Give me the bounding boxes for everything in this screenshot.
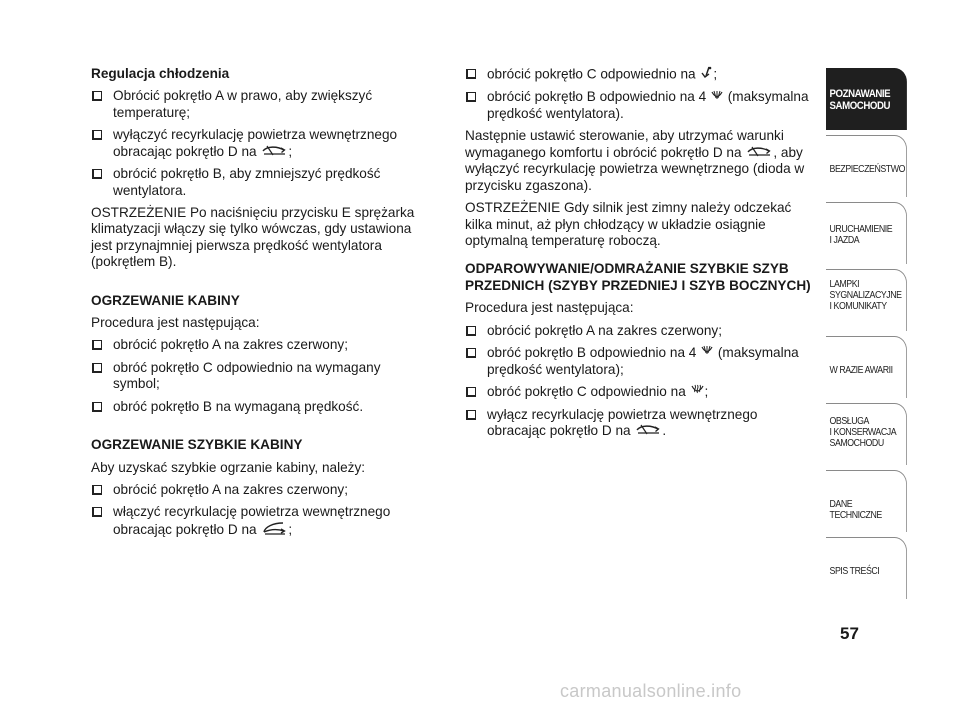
fan-speed-4-icon — [701, 345, 713, 361]
section-heading-quick-heating: OGRZEWANIE SZYBKIE KABINY — [91, 437, 303, 453]
bullet-box-icon — [92, 169, 102, 179]
chapter-sidebar — [826, 68, 918, 604]
page-number: 57 — [840, 624, 859, 643]
section-heading-cooling: Regulacja chłodzenia — [91, 66, 230, 81]
procedure-intro: Procedura jest następująca: — [91, 315, 260, 331]
bullet-box-icon — [92, 507, 102, 517]
bullet-box-icon — [466, 387, 476, 397]
list-item: obrócić pokrętło B odpowiednio na 4 (maksymalna prędkość wentylatora). — [465, 89, 813, 122]
tab-uruchamienie-i-jazda[interactable]: URUCHAMIENIE I JAZDA — [826, 202, 907, 264]
warning-paragraph: OSTRZEŻENIE Po naciśnięciu przycisku E sprężarka klimatyzacji włączy się tylko wówczas, gdy ustawiona jest przynajmniej pierwsza prędkość wentylatora (pokrętłem B). — [91, 205, 415, 270]
list-item: obrócić pokrętło B, aby zmniejszyć prędkość wentylatora. — [91, 166, 423, 199]
right-column — [465, 66, 813, 446]
bullet-box-icon — [466, 92, 476, 102]
tab-poznawanie-samochodu[interactable]: POZNAWANIE SAMOCHODU — [826, 68, 907, 130]
bullet-box-icon — [466, 410, 476, 420]
warning-paragraph: OSTRZEŻENIE Gdy silnik jest zimny należy odczekać kilka minut, aż płyn chłodzący w układzie osiągnie optymalną temperaturę roboczą. — [465, 200, 792, 249]
watermark: carmanualsonline.info — [560, 681, 742, 701]
list-item: obrócić pokrętło A na zakres czerwony; — [91, 482, 423, 498]
feet-vent-icon — [700, 66, 712, 83]
fan-speed-4-icon — [711, 90, 723, 106]
left-column — [91, 66, 423, 545]
list-item: obrócić pokrętło C odpowiednio na ; — [465, 66, 813, 83]
paragraph: Następnie ustawić sterowanie, aby utrzymać warunki wymaganego komfortu i obrócić pokrętło D na , aby wyłączyć recyrkulację powietrza wewnętrznego (dioda w przycisku zgaszona). — [465, 128, 805, 193]
bullet-box-icon — [92, 130, 102, 140]
tab-bezpieczenstwo[interactable]: BEZPIECZEŃSTWO — [826, 135, 907, 197]
bullet-box-icon — [466, 69, 476, 79]
list-item: Obrócić pokrętło A w prawo, aby zwiększyć temperaturę; — [91, 88, 423, 121]
tab-dane-techniczne[interactable]: DANE TECHNICZNE — [826, 470, 907, 532]
recirculation-on-icon — [261, 521, 287, 539]
tab-w-razie-awarii[interactable]: W RAZIE AWARII — [826, 336, 907, 398]
list-item: obrócić pokrętło A na zakres czerwony; — [91, 337, 423, 353]
procedure-intro: Aby uzyskać szybkie ogrzanie kabiny, należy: — [91, 459, 366, 475]
bullet-box-icon — [92, 402, 102, 412]
list-item: wyłączyć recyrkulację powietrza wewnętrznego obracając pokrętło D na ; — [91, 127, 423, 160]
bullet-box-icon — [92, 363, 102, 373]
procedure-intro: Procedura jest następująca: — [465, 300, 634, 316]
section-heading-heating: OGRZEWANIE KABINY — [91, 292, 240, 308]
bullet-box-icon — [92, 340, 102, 350]
tab-lampki-sygnalizacyjne[interactable]: LAMPKI SYGNALIZACYJNE I KOMUNIKATY — [826, 269, 907, 331]
list-item: obróć pokrętło C odpowiednio na ; — [465, 384, 813, 401]
recirculation-off-icon — [261, 144, 287, 160]
recirculation-off-icon — [746, 145, 772, 161]
tab-spis-tresci[interactable]: SPIS TREŚCI — [826, 537, 907, 599]
bullet-box-icon — [466, 348, 476, 358]
list-item: obróć pokrętło B na wymaganą prędkość. — [91, 399, 423, 415]
list-item: włączyć recyrkulację powietrza wewnętrznego obracając pokrętło D na ; — [91, 504, 423, 539]
windscreen-defrost-icon — [691, 384, 704, 400]
list-item: obrócić pokrętło A na zakres czerwony; — [465, 323, 813, 339]
list-item: wyłącz recyrkulację powietrza wewnętrznego obracając pokrętło D na . — [465, 407, 813, 440]
tab-obsluga-i-konserwacja[interactable]: OBSŁUGA I KONSERWACJA SAMOCHODU — [826, 403, 907, 465]
bullet-box-icon — [466, 326, 476, 336]
bullet-box-icon — [92, 91, 102, 101]
bullet-box-icon — [92, 485, 102, 495]
recirculation-off-icon — [635, 423, 661, 439]
list-item: obróć pokrętło C odpowiednio na wymagany symbol; — [91, 360, 423, 393]
section-heading-defrost: ODPAROWYWANIE/ODMRAŻANIE SZYBKIE SZYB PRZEDNICH (SZYBY PRZEDNIEJ I SZYB BOCZNYCH) — [465, 261, 811, 293]
list-item: obróć pokrętło B odpowiednio na 4 (maksymalna prędkość wentylatora); — [465, 345, 813, 378]
